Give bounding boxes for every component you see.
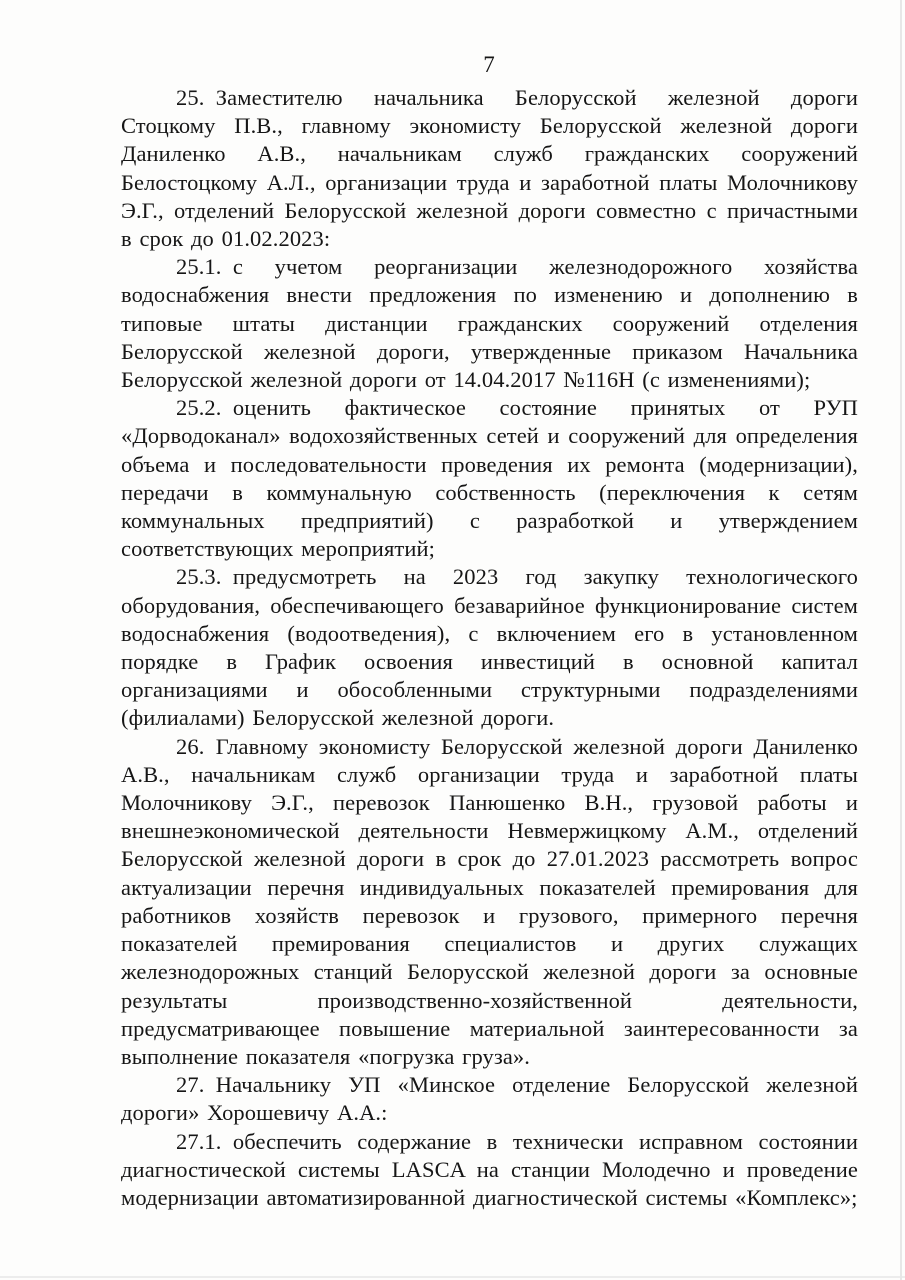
paragraph-25-1: 25.1. с учетом реорганизации железнодорожного хозяйства водоснабжения внести предложения по изменению и дополнению в типовые штаты дистанции гражданских сооружений отделения Белорусской железной дороги, утвержденные приказом Начальника Белорусской железной дороги от 14.04.2017 №116Н (с изменениями); xyxy=(121,254,858,393)
paragraph-25: 25. Заместителю начальника Белорусской железной дороги Стоцкому П.В., главному экономисту Белорусской железной дороги Даниленко А.В., начальникам служб гражданских сооружений Белостоцкому А.Л., организации труда и заработной платы Молочникову Э.Г., отделений Белорусской железной дороги совместно с причастными в срок до 01.02.2023: xyxy=(121,85,858,252)
paragraph-27: 27. Начальнику УП «Минское отделение Белорусской железной дороги» Хорошевичу А.А.: xyxy=(121,1072,858,1126)
document-body xyxy=(121,84,858,1212)
paragraph-25-3: 25.3. предусмотреть на 2023 год закупку технологического оборудования, обеспечивающего безаварийное функционирование систем водоснабжения (водоотведения), с включением его в установленном порядке в График освоения инвестиций в основной капитал организациями и обособленными структурными подразделениями (филиалами) Белорусской железной дороги. xyxy=(121,564,858,731)
paragraph-25-2: 25.2. оценить фактическое состояние принятых от РУП «Дорводоканал» водохозяйственных сетей и сооружений для определения объема и последовательности проведения их ремонта (модернизации), передачи в коммунальную собственность (переключения к сетям коммунальных предприятий) с разработкой и утверждением соответствующих мероприятий; xyxy=(121,395,858,562)
page-number: 7 xyxy=(483,52,495,77)
paragraph-27-1: 27.1. обеспечить содержание в технически исправном состоянии диагностической системы LASCA на станции Молодечно и проведение модернизации автоматизированной диагностической системы «Комплекс»; xyxy=(121,1128,858,1210)
paragraph-26: 26. Главному экономисту Белорусской железной дороги Даниленко А.В., начальникам служб организации труда и заработной платы Молочникову Э.Г., перевозок Панюшенко В.Н., грузовой работы и внешнеэкономической деятельности Невмержицкому А.М., отделений Белорусской железной дороги в срок до 27.01.2023 рассмотреть вопрос актуализации перечня индивидуальных показателей премирования для работников хозяйств перевозок и грузового, примерного перечня показателей премирования специалистов и других служащих железнодорожных станций Белорусской железной дороги за основные результаты производственно-хозяйственной деятельности, предусматривающее повышение материальной заинтересованности за выполнение показателя «погрузка груза». xyxy=(121,733,858,1069)
